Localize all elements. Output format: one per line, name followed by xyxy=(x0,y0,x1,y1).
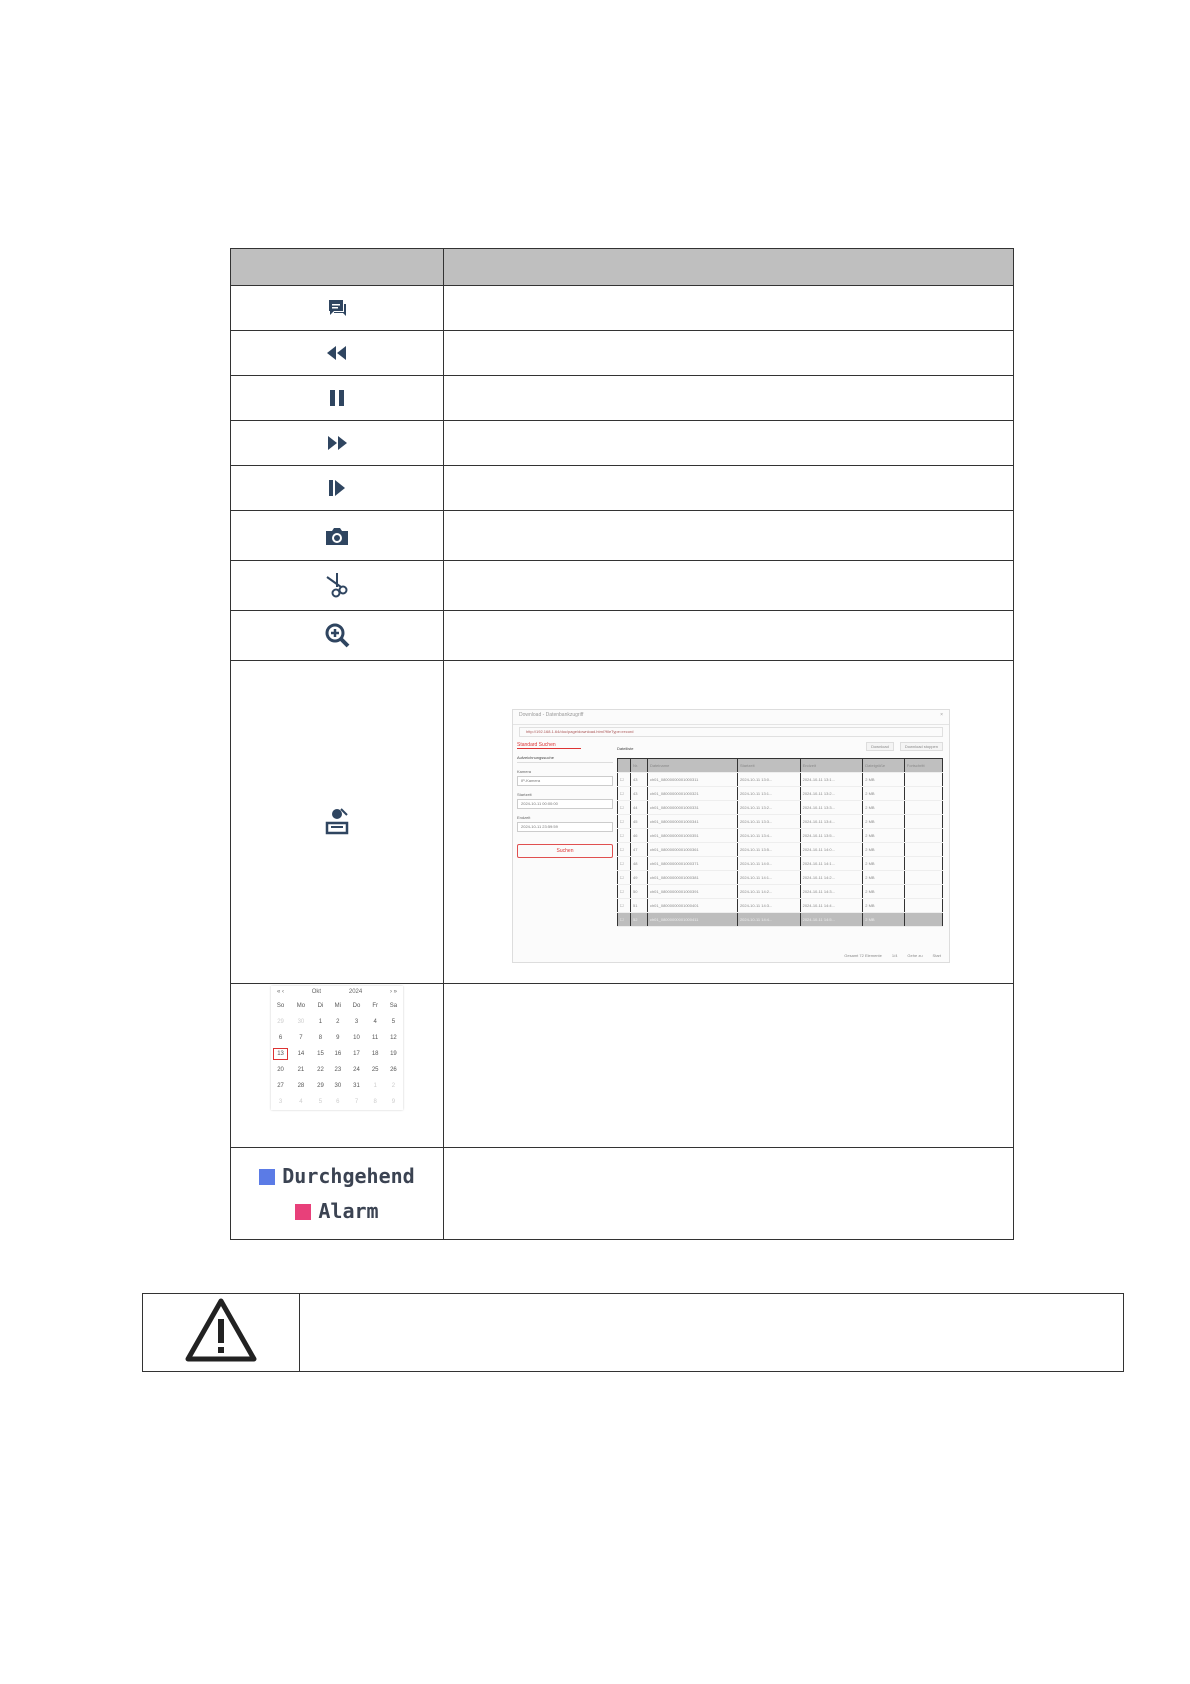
calendar-day[interactable]: 22 xyxy=(317,1067,324,1073)
file-cell xyxy=(904,843,942,857)
table-header-row xyxy=(231,249,1014,286)
col-end: Endzeit xyxy=(800,759,863,773)
row-checkbox[interactable]: ☐ xyxy=(618,843,631,857)
calendar-day[interactable]: 5 xyxy=(318,1099,323,1105)
calendar-day[interactable]: 26 xyxy=(390,1067,397,1073)
file-cell: ch01_08000000001000411 xyxy=(647,913,737,927)
row-checkbox[interactable]: ☐ xyxy=(618,787,631,801)
row-checkbox[interactable]: ☐ xyxy=(618,871,631,885)
row-checkbox[interactable]: ☐ xyxy=(618,899,631,913)
file-cell: 2024-10-11 13:2... xyxy=(737,801,800,815)
search-section-title: Aufzeichnungssuche xyxy=(517,755,613,763)
type-select[interactable]: IP-Kamera xyxy=(517,776,613,786)
legend-cell xyxy=(231,1148,444,1240)
file-cell: 2024-10-11 13:1... xyxy=(737,787,800,801)
rewind-icon[interactable] xyxy=(319,335,355,371)
file-row[interactable] xyxy=(618,899,943,913)
calendar-week xyxy=(271,1046,403,1062)
file-cell: 49 xyxy=(631,871,648,885)
file-row[interactable] xyxy=(618,843,943,857)
file-cell: 2024-10-11 14:2... xyxy=(737,885,800,899)
file-cell: 2024-10-11 13:4... xyxy=(800,815,863,829)
row-checkbox[interactable]: ☐ xyxy=(618,885,631,899)
file-cell xyxy=(904,815,942,829)
calendar-day[interactable]: 9 xyxy=(391,1099,396,1105)
calendar-day[interactable]: 3 xyxy=(354,1019,359,1025)
file-cell: 48 xyxy=(631,857,648,871)
url-bar[interactable]: http://192.168.1.64/doc/page/download.html?fileType=record xyxy=(519,727,943,737)
calendar-day[interactable]: 8 xyxy=(318,1035,323,1041)
file-row[interactable] xyxy=(618,885,943,899)
icon-cell xyxy=(231,376,444,421)
icon-description-table xyxy=(230,248,1014,1240)
file-cell: 2024-10-11 14:4... xyxy=(800,899,863,913)
file-cell: 2024-10-11 13:0... xyxy=(737,773,800,787)
file-row[interactable] xyxy=(618,787,943,801)
calendar-day[interactable]: 28 xyxy=(297,1083,305,1089)
calendar-day[interactable]: 16 xyxy=(334,1051,342,1057)
file-table-header xyxy=(618,759,943,773)
col-filename: Dateiname xyxy=(647,759,737,773)
pager-go-button[interactable]: Start xyxy=(932,953,941,958)
file-cell xyxy=(904,885,942,899)
file-row[interactable] xyxy=(618,913,943,927)
close-icon[interactable]: × xyxy=(940,712,943,718)
description-cell xyxy=(444,421,1014,466)
download-button[interactable]: Download xyxy=(866,742,894,751)
calendar-day[interactable]: 14 xyxy=(297,1051,305,1057)
calendar-next[interactable]: › » xyxy=(389,989,397,995)
calendar-week xyxy=(271,1014,403,1030)
calendar xyxy=(271,986,403,1110)
scissors-icon[interactable] xyxy=(319,567,355,603)
calendar-month[interactable]: Okt xyxy=(311,989,322,995)
file-row[interactable] xyxy=(618,815,943,829)
calendar-year[interactable]: 2024 xyxy=(348,989,363,995)
start-label: Startzeit xyxy=(517,792,532,797)
file-cell: ch01_08000000001000391 xyxy=(647,885,737,899)
end-time-input[interactable]: 2024-10-11 23:59:59 xyxy=(517,822,613,832)
table-row xyxy=(231,466,1014,511)
col-size: Dateigröße xyxy=(863,759,905,773)
pager xyxy=(844,953,941,958)
calendar-day[interactable]: 29 xyxy=(317,1083,324,1089)
download-icon[interactable] xyxy=(319,803,355,839)
file-cell: 2024-10-11 14:4... xyxy=(737,913,800,927)
file-cell: 47 xyxy=(631,843,648,857)
pager-total: Gesamt 72 Elemente xyxy=(844,953,882,958)
calendar-week xyxy=(271,1062,403,1078)
calendar-day[interactable]: 25 xyxy=(371,1067,379,1073)
file-cell: 2024-10-11 13:3... xyxy=(737,815,800,829)
row-checkbox[interactable]: ☐ xyxy=(618,829,631,843)
file-cell xyxy=(904,801,942,815)
file-cell xyxy=(904,913,942,927)
file-cell: ch01_08000000001000331 xyxy=(647,801,737,815)
file-cell: 2024-10-11 13:1... xyxy=(800,773,863,787)
file-cell: 44 xyxy=(631,801,648,815)
file-cell: 2 MB xyxy=(863,871,905,885)
fast-forward-icon[interactable] xyxy=(319,425,355,461)
file-cell xyxy=(904,787,942,801)
search-tab[interactable]: Standard Suchen xyxy=(517,742,581,749)
calendar-day[interactable]: 15 xyxy=(317,1051,324,1057)
table-row xyxy=(231,561,1014,611)
icon-cell xyxy=(231,421,444,466)
calendar-day[interactable]: 23 xyxy=(334,1067,342,1073)
table-row xyxy=(231,331,1014,376)
calendar-weekday: Do xyxy=(352,1003,361,1009)
calendar-weekday: Mi xyxy=(334,1003,342,1009)
description-cell xyxy=(444,286,1014,331)
file-cell: 43 xyxy=(631,773,648,787)
calendar-day[interactable]: 27 xyxy=(277,1083,284,1089)
file-cell: ch01_08000000001000341 xyxy=(647,815,737,829)
col-nr: Nr. xyxy=(631,759,648,773)
description-cell xyxy=(444,984,1014,1148)
file-row[interactable] xyxy=(618,857,943,871)
calendar-day[interactable]: 6 xyxy=(278,1035,283,1041)
row-checkbox[interactable]: ☐ xyxy=(618,857,631,871)
file-cell: 2024-10-11 13:2... xyxy=(800,787,863,801)
file-cell: 2024-10-11 13:4... xyxy=(737,829,800,843)
file-cell: ch01_08000000001000401 xyxy=(647,899,737,913)
pause-icon[interactable] xyxy=(319,380,355,416)
file-cell: 2 MB xyxy=(863,913,905,927)
description-cell xyxy=(444,561,1014,611)
legend-item-continuous xyxy=(231,1159,443,1194)
row-checkbox[interactable]: ☐ xyxy=(618,913,631,927)
calendar-grid xyxy=(271,998,403,1110)
icon-cell xyxy=(231,661,444,984)
file-cell: 2024-10-11 14:3... xyxy=(800,885,863,899)
icon-cell xyxy=(231,611,444,661)
file-cell: 2 MB xyxy=(863,815,905,829)
description-cell xyxy=(444,331,1014,376)
icon-cell xyxy=(231,511,444,561)
table-row xyxy=(231,611,1014,661)
calendar-day[interactable]: 2 xyxy=(336,1019,340,1025)
calendar-day[interactable]: 1 xyxy=(373,1083,377,1089)
calendar-day[interactable]: 30 xyxy=(334,1083,342,1089)
calendar-day[interactable]: 4 xyxy=(299,1099,303,1105)
file-cell: 52 xyxy=(631,913,648,927)
row-checkbox[interactable]: ☐ xyxy=(618,801,631,815)
file-cell: 2024-10-11 14:3... xyxy=(737,899,800,913)
icon-cell xyxy=(231,561,444,611)
legend-item-alarm xyxy=(231,1194,443,1229)
file-cell: ch01_08000000001000351 xyxy=(647,829,737,843)
file-cell: 46 xyxy=(631,829,648,843)
file-cell: ch01_08000000001000381 xyxy=(647,871,737,885)
calendar-day[interactable]: 11 xyxy=(372,1035,379,1041)
file-list-label: Dateiliste xyxy=(617,746,634,751)
file-cell: 2 MB xyxy=(863,857,905,871)
table-row xyxy=(231,286,1014,331)
calendar-day[interactable]: 13 xyxy=(271,1046,290,1062)
calendar-day[interactable]: 12 xyxy=(390,1035,397,1041)
start-time-input[interactable]: 2024-10-11 00:00:00 xyxy=(517,799,613,809)
file-cell: 2024-10-11 14:1... xyxy=(737,871,800,885)
calendar-day[interactable]: 7 xyxy=(354,1099,359,1105)
file-cell: 2024-10-11 13:3... xyxy=(800,801,863,815)
file-cell: ch01_08000000001000371 xyxy=(647,857,737,871)
warning-icon xyxy=(184,1297,258,1363)
file-cell: 50 xyxy=(631,885,648,899)
calendar-day[interactable]: 4 xyxy=(373,1019,377,1025)
file-cell: 2024-10-11 14:5... xyxy=(800,913,863,927)
calendar-day[interactable]: 19 xyxy=(390,1051,397,1057)
file-cell xyxy=(904,829,942,843)
zoom-in-icon[interactable] xyxy=(319,617,355,653)
calendar-day[interactable]: 9 xyxy=(336,1035,340,1041)
calendar-week xyxy=(271,1078,403,1094)
calendar-day[interactable]: 31 xyxy=(353,1083,360,1089)
calendar-day[interactable]: 5 xyxy=(391,1019,396,1025)
header-cell-icon xyxy=(231,249,444,286)
calendar-day[interactable]: 8 xyxy=(373,1099,377,1105)
row-checkbox[interactable]: ☐ xyxy=(618,815,631,829)
file-cell: 51 xyxy=(631,899,648,913)
file-cell: 2024-10-11 14:0... xyxy=(737,857,800,871)
search-button[interactable]: Suchen xyxy=(517,844,613,858)
file-cell xyxy=(904,857,942,871)
file-row[interactable] xyxy=(618,871,943,885)
file-cell xyxy=(904,899,942,913)
description-cell xyxy=(444,661,1014,984)
row-checkbox[interactable]: ☐ xyxy=(618,773,631,787)
file-cell: 43 xyxy=(631,787,648,801)
step-forward-icon[interactable] xyxy=(319,470,355,506)
description-cell xyxy=(444,511,1014,561)
pager-page[interactable]: 1/4 xyxy=(891,953,898,958)
description-cell xyxy=(444,466,1014,511)
file-cell: ch01_08000000001000321 xyxy=(647,787,737,801)
file-cell: 2024-10-11 14:1... xyxy=(800,857,863,871)
calendar-week xyxy=(271,1030,403,1046)
window-titlebar xyxy=(513,710,949,725)
file-row[interactable] xyxy=(618,773,943,787)
pager-goto: Gehe zu xyxy=(907,953,923,958)
type-label: Kamera xyxy=(517,769,532,774)
table-row xyxy=(231,661,1014,984)
file-cell: 2 MB xyxy=(863,773,905,787)
calendar-cell xyxy=(231,984,444,1148)
calendar-day[interactable]: 17 xyxy=(353,1051,360,1057)
warning-text-cell xyxy=(300,1294,1124,1372)
recording-legend xyxy=(231,1159,443,1229)
stop-download-button[interactable]: Download stoppen xyxy=(900,742,943,751)
calendar-weekday: Fr xyxy=(372,1003,378,1009)
table-row xyxy=(231,1148,1014,1240)
file-cell: 2024-10-11 13:5... xyxy=(737,843,800,857)
file-table xyxy=(617,758,943,927)
calendar-day[interactable]: 3 xyxy=(278,1099,283,1105)
calendar-day[interactable]: 30 xyxy=(297,1019,305,1025)
warning-box xyxy=(142,1293,1124,1372)
file-row[interactable] xyxy=(618,801,943,815)
file-cell xyxy=(904,773,942,787)
calendar-day[interactable]: 6 xyxy=(336,1099,340,1105)
download-window-screenshot xyxy=(512,709,950,963)
search-panel xyxy=(517,742,613,858)
icon-cell xyxy=(231,466,444,511)
calendar-weekday: Sa xyxy=(389,1003,398,1009)
file-cell: 2 MB xyxy=(863,829,905,843)
icon-cell xyxy=(231,331,444,376)
table-row xyxy=(231,421,1014,466)
description-cell xyxy=(444,1148,1014,1240)
file-cell: ch01_08000000001000361 xyxy=(647,843,737,857)
calendar-day[interactable]: 20 xyxy=(277,1067,284,1073)
calendar-weekday: Mo xyxy=(296,1003,306,1009)
file-cell: 45 xyxy=(631,815,648,829)
file-cell: 2024-10-11 14:0... xyxy=(800,843,863,857)
file-cell: 2 MB xyxy=(863,801,905,815)
col-progress: Fortschritt xyxy=(904,759,942,773)
calendar-day[interactable]: 1 xyxy=(318,1019,323,1025)
file-cell: 2 MB xyxy=(863,787,905,801)
icon-cell xyxy=(231,286,444,331)
description-cell xyxy=(444,376,1014,421)
calendar-day[interactable]: 18 xyxy=(371,1051,379,1057)
file-cell: 2024-10-11 14:2... xyxy=(800,871,863,885)
calendar-day[interactable]: 24 xyxy=(353,1067,360,1073)
calendar-weekday: Di xyxy=(317,1003,324,1009)
continuous-label: Durchgehend xyxy=(282,1163,415,1188)
window-title: Download - Datenbankzugriff xyxy=(519,712,584,718)
calendar-weekday: So xyxy=(276,1003,285,1009)
calendar-prev[interactable]: « ‹ xyxy=(277,989,285,995)
continuous-swatch xyxy=(259,1169,275,1185)
calendar-day[interactable]: 2 xyxy=(391,1083,396,1089)
table-row xyxy=(231,376,1014,421)
file-cell: 2 MB xyxy=(863,885,905,899)
file-cell: 2 MB xyxy=(863,899,905,913)
table-row xyxy=(231,984,1014,1148)
file-cell: 2024-10-11 13:5... xyxy=(800,829,863,843)
file-cell xyxy=(904,871,942,885)
calendar-day[interactable]: 7 xyxy=(299,1035,303,1041)
alarm-swatch xyxy=(295,1204,311,1220)
camera-icon[interactable] xyxy=(319,518,355,554)
file-list xyxy=(617,758,943,927)
col-start: Startzeit xyxy=(737,759,800,773)
end-label: Endzeit xyxy=(517,815,531,820)
download-toolbar xyxy=(866,742,943,751)
file-row[interactable] xyxy=(618,829,943,843)
calendar-day[interactable]: 10 xyxy=(353,1035,360,1041)
chat-icon[interactable] xyxy=(319,290,355,326)
description-cell xyxy=(444,611,1014,661)
file-cell: ch01_08000000001000311 xyxy=(647,773,737,787)
warning-icon-cell xyxy=(143,1294,300,1372)
header-cell-description xyxy=(444,249,1014,286)
calendar-header xyxy=(271,986,403,998)
alarm-label: Alarm xyxy=(318,1198,379,1223)
calendar-week xyxy=(271,1094,403,1110)
file-cell: 2 MB xyxy=(863,843,905,857)
table-row xyxy=(231,511,1014,561)
calendar-day[interactable]: 21 xyxy=(297,1067,305,1073)
calendar-day[interactable]: 29 xyxy=(277,1019,284,1025)
